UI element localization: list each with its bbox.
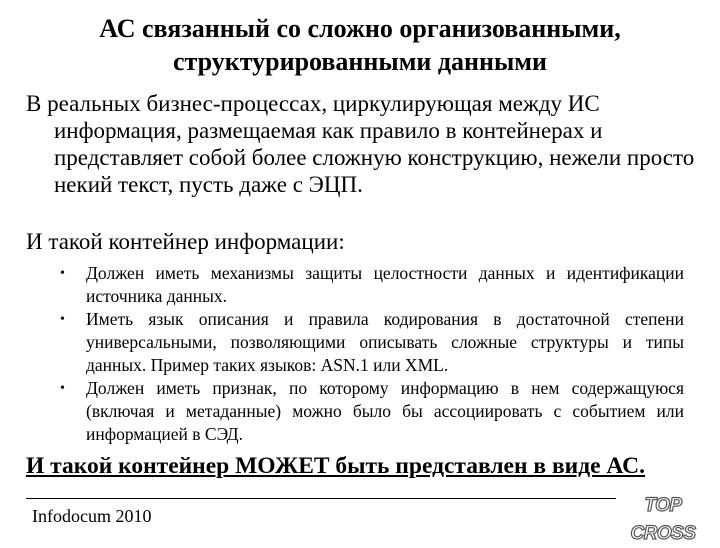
footer-divider xyxy=(26,498,616,499)
requirements-list xyxy=(58,262,684,446)
slide-title-line-1: АС связанный со сложно организованными, xyxy=(99,14,621,43)
bullet-icon: • xyxy=(60,312,65,327)
conclusion-text: И такой контейнер МОЖЕТ быть представлен в виде АС. xyxy=(26,453,646,479)
top-cross-logo: TOP CROSS xyxy=(630,495,696,544)
list-item xyxy=(58,262,684,308)
list-item xyxy=(58,308,684,377)
slide-title-line-2: структурированными данными xyxy=(172,47,547,76)
list-item-text: Должен иметь механизмы защиты целостности данных и идентификации источника данных. xyxy=(86,263,684,306)
container-paragraph: И такой контейнер информации: xyxy=(26,229,345,254)
bullet-icon: • xyxy=(60,266,65,281)
footer-text: Infodocum 2010 xyxy=(32,506,152,526)
bullet-icon: • xyxy=(60,381,65,396)
list-item-text: Должен иметь признак, по которому информацию в нем содержащуюся (включая и метаданные) можно было бы ассоциировать с событием или информацией в СЭД. xyxy=(86,378,684,444)
slide-title xyxy=(0,12,720,78)
list-item-text: Иметь язык описания и правила кодирования в достаточной степени универсальными, позволяющими описывать сложные структуры и типы данных. Пример таких языков: ASN.1 или XML. xyxy=(86,309,684,375)
list-item xyxy=(58,377,684,446)
intro-paragraph: В реальных бизнес-процессах, циркулирующая между ИС информация, размещаемая как правило в контейнерах и представляет собой более сложную конструкцию, нежели просто некий текст, пусть даже с ЭЦП. xyxy=(26,91,695,197)
